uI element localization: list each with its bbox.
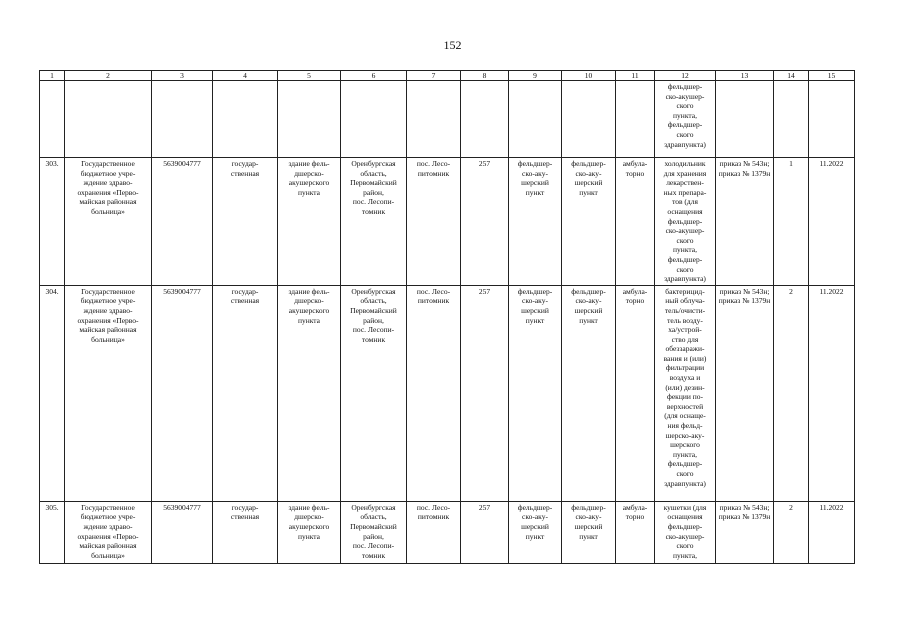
unit-type-cell	[562, 158, 616, 286]
address-cell	[341, 158, 407, 286]
empty-cell	[213, 81, 278, 158]
inn-cell: 5639004777	[152, 501, 213, 563]
empty-cell	[152, 81, 213, 158]
equipment-text: бактерицид- ный облуча- тель/очисти- тель возду- ха/устрой- ство для обеззаражи- вания и (или) фильтрации воздуха и (или) дезин- фекции по- верхностей (для оснаще- ния фельд- шерско-аку- шерского пункта, фельдшер- ского здравпункта)	[663, 286, 707, 488]
empty-cell	[716, 81, 774, 158]
order-cell	[716, 285, 774, 501]
unit-type: фельдшер- ско-аку- шерский пункт	[571, 159, 606, 197]
order-text: приказ № 543н; приказ № 1379н	[718, 159, 771, 178]
ownership-cell	[213, 158, 278, 286]
address-text: Оренбургская область, Первомайский район, пос. Лесопи- томник	[350, 502, 397, 560]
ownership-cell	[213, 501, 278, 563]
column-header: 11	[616, 71, 655, 81]
empty-cell	[461, 81, 509, 158]
settlement-cell	[407, 501, 461, 563]
equipment-cell	[655, 158, 716, 286]
column-header: 5	[278, 71, 341, 81]
care-form: амбула- торно	[622, 502, 648, 522]
unit-type-cell	[509, 501, 562, 563]
register-table	[39, 70, 855, 564]
empty-cell	[407, 81, 461, 158]
empty-cell	[774, 81, 809, 158]
equipment-cell	[655, 501, 716, 563]
ownership-form: государ- ственная	[230, 286, 260, 306]
equipment-cell	[655, 81, 716, 158]
empty-cell	[278, 81, 341, 158]
settlement-cell	[407, 158, 461, 286]
organization-cell	[65, 158, 152, 286]
quantity-cell: 2	[774, 501, 809, 563]
empty-cell	[562, 81, 616, 158]
column-header: 7	[407, 71, 461, 81]
row-number: 305.	[40, 501, 65, 563]
column-header: 15	[809, 71, 855, 81]
code-cell: 257	[461, 285, 509, 501]
care-form-cell	[616, 285, 655, 501]
column-header: 3	[152, 71, 213, 81]
equipment-text: кушетки (для оснащения фельдшер- ско-акушер- ского пункта,	[663, 502, 707, 560]
building-cell	[278, 285, 341, 501]
empty-cell	[809, 81, 855, 158]
building-name: здание фель- дшерско- акушерского пункта	[288, 159, 330, 197]
row-number: 304.	[40, 285, 65, 501]
empty-cell	[509, 81, 562, 158]
date-cell: 11.2022	[809, 501, 855, 563]
equipment-text: фельдшер- ско-акушер- ского пункта, фельдшер- ского здравпункта)	[664, 82, 706, 149]
column-header: 10	[562, 71, 616, 81]
code-cell: 257	[461, 158, 509, 286]
quantity-cell: 1	[774, 158, 809, 286]
care-form: амбула- торно	[622, 286, 648, 306]
unit-type: фельдшер- ско-аку- шерский пункт	[517, 502, 553, 541]
care-form: амбула- торно	[622, 159, 648, 178]
header-row	[40, 71, 855, 81]
column-header: 1	[40, 71, 65, 81]
empty-cell	[341, 81, 407, 158]
building-name: здание фель- дшерско- акушерского пункта	[288, 502, 330, 541]
settlement-name: пос. Лесо- питомник	[416, 286, 451, 306]
equipment-text: холодильник для хранения лекарствен- ных препара- тов (для оснащения фельдшер- ско-акушер- ского пункта, фельдшер- ского здравпункта)	[663, 159, 707, 284]
order-cell	[716, 158, 774, 286]
building-cell	[278, 158, 341, 286]
address-text: Оренбургская область, Первомайский район, пос. Лесопи- томник	[350, 286, 397, 344]
order-text: приказ № 543н; приказ № 1379н	[718, 502, 771, 522]
column-header: 8	[461, 71, 509, 81]
care-form-cell	[616, 158, 655, 286]
unit-type-cell	[562, 285, 616, 501]
code-cell: 257	[461, 501, 509, 563]
column-header: 14	[774, 71, 809, 81]
unit-type: фельдшер- ско-аку- шерский пункт	[571, 286, 606, 325]
unit-type: фельдшер- ско-аку- шерский пункт	[517, 286, 553, 325]
unit-type: фельдшер- ско-аку- шерский пункт	[517, 159, 553, 197]
order-text: приказ № 543н; приказ № 1379н	[718, 286, 771, 306]
settlement-name: пос. Лесо- питомник	[416, 502, 451, 522]
unit-type-cell	[509, 158, 562, 286]
order-cell	[716, 501, 774, 563]
inn-cell: 5639004777	[152, 285, 213, 501]
empty-cell	[616, 81, 655, 158]
ownership-form: государ- ственная	[230, 159, 260, 178]
column-header: 4	[213, 71, 278, 81]
address-text: Оренбургская область, Первомайский район, пос. Лесопи- томник	[350, 159, 397, 216]
organization-name: Государственное бюджетное учре- ждение здраво- охранения «Перво- майская районная больница»	[77, 286, 139, 344]
settlement-cell	[407, 285, 461, 501]
column-header: 2	[65, 71, 152, 81]
quantity-cell: 2	[774, 285, 809, 501]
organization-cell	[65, 285, 152, 501]
unit-type: фельдшер- ско-аку- шерский пункт	[571, 502, 606, 541]
continuation-row	[40, 81, 855, 158]
building-name: здание фель- дшерско- акушерского пункта	[288, 286, 330, 325]
column-header: 6	[341, 71, 407, 81]
page-number: 152	[443, 38, 462, 52]
organization-cell	[65, 501, 152, 563]
ownership-form: государ- ственная	[230, 502, 260, 522]
ownership-cell	[213, 285, 278, 501]
empty-cell	[40, 81, 65, 158]
table-row	[40, 285, 855, 501]
inn-cell: 5639004777	[152, 158, 213, 286]
date-cell: 11.2022	[809, 158, 855, 286]
table-row	[40, 501, 855, 563]
column-header: 12	[655, 71, 716, 81]
building-cell	[278, 501, 341, 563]
unit-type-cell	[509, 285, 562, 501]
date-cell: 11.2022	[809, 285, 855, 501]
organization-name: Государственное бюджетное учре- ждение здраво- охранения «Перво- майская районная больница»	[77, 159, 139, 216]
organization-name: Государственное бюджетное учре- ждение здраво- охранения «Перво- майская районная больница»	[77, 502, 139, 560]
unit-type-cell	[562, 501, 616, 563]
column-header: 13	[716, 71, 774, 81]
settlement-name: пос. Лесо- питомник	[416, 159, 451, 178]
equipment-cell	[655, 285, 716, 501]
address-cell	[341, 285, 407, 501]
empty-cell	[65, 81, 152, 158]
address-cell	[341, 501, 407, 563]
care-form-cell	[616, 501, 655, 563]
table-row	[40, 158, 855, 286]
row-number: 303.	[40, 158, 65, 286]
column-header: 9	[509, 71, 562, 81]
